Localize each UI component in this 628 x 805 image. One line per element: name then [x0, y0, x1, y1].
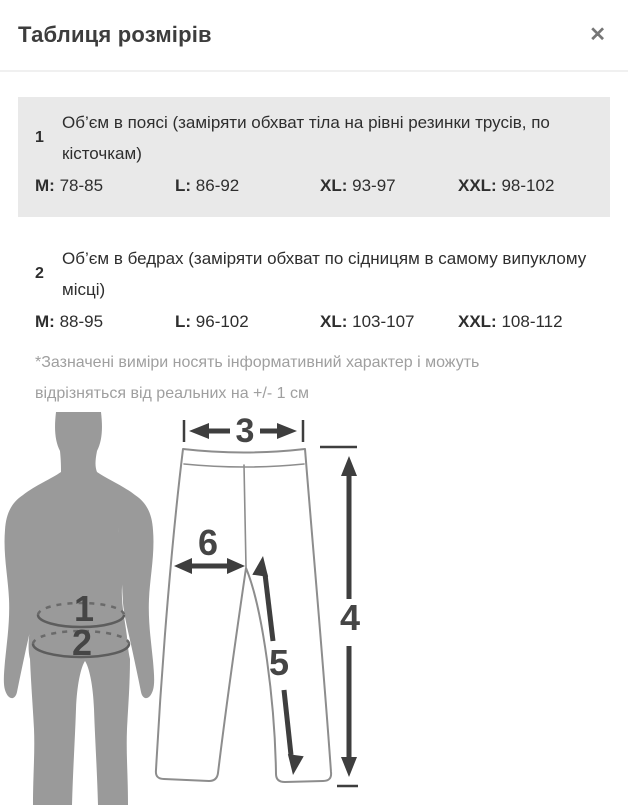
size-cell-xxl: XXL: 98-102 [458, 176, 555, 195]
sizes-row [35, 173, 593, 199]
size-cell-xl: XL: 103-107 [320, 312, 415, 331]
size-cell-m: M: 88-95 [35, 312, 104, 331]
sizes-row [35, 309, 593, 335]
thigh-width-label: 6 [197, 522, 219, 563]
measurement-arrow-waist-width [184, 412, 303, 450]
disclaimer-note: *Зазначені виміри носять інформативний характер і можуть відрізняться від реальних на +/- 1 см [35, 354, 480, 402]
pants-outline [156, 449, 331, 782]
size-cell-l: L: 86-92 [175, 176, 240, 195]
section-number: 1 [35, 129, 44, 146]
waist-width-label: 3 [235, 412, 255, 450]
section-description: Об’єм в бедрах (заміряти обхват по сідницям в самому випуклому місці) [62, 249, 587, 299]
inseam-label: 5 [268, 642, 290, 683]
hips-label: 2 [71, 622, 93, 663]
section-head [35, 107, 593, 169]
page-title: Таблиця розмірів [18, 22, 212, 47]
size-section-hips [18, 233, 610, 335]
close-icon[interactable]: ✕ [589, 24, 606, 46]
section-description: Об’єм в поясі (заміряти обхват тіла на рівні резинки трусів, по кісточкам) [62, 113, 550, 163]
size-cell-l: L: 96-102 [175, 312, 249, 331]
pants-drawing [156, 449, 331, 782]
size-cell-m: M: 78-85 [35, 176, 104, 195]
section-number: 2 [35, 265, 44, 282]
size-section-waist [18, 97, 610, 217]
measurement-diagram [0, 409, 628, 805]
size-table-content [0, 72, 628, 409]
size-cell-xxl: XXL: 108-112 [458, 312, 563, 331]
waist-label: 1 [73, 588, 95, 629]
section-head [35, 243, 593, 305]
modal-header [0, 0, 628, 70]
size-cell-xl: XL: 93-97 [320, 176, 396, 195]
side-length-label: 4 [339, 597, 361, 638]
